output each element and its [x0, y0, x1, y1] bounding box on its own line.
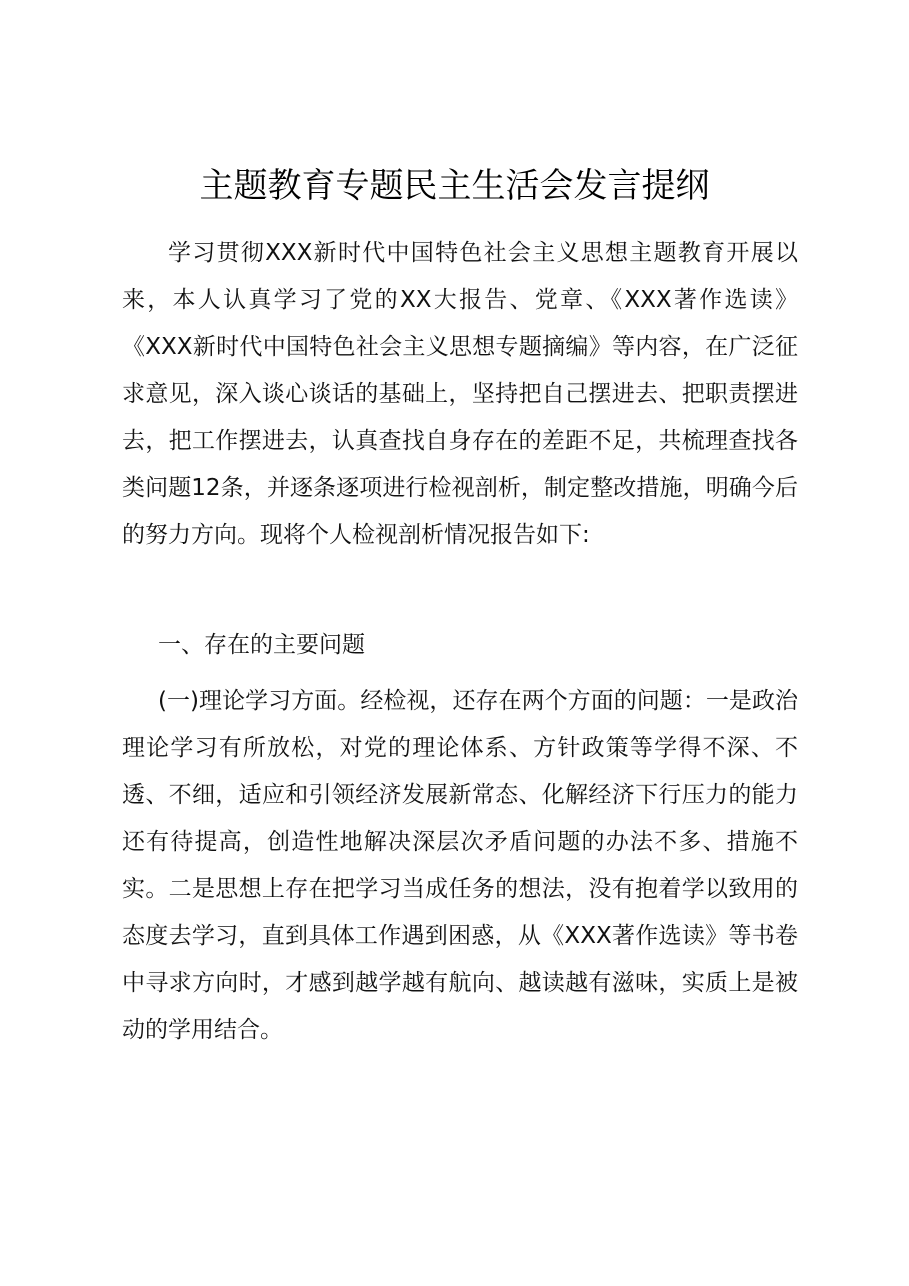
theory-study-paragraph: (一)理论学习方面。经检视，还存在两个方面的问题：一是政治理论学习有所放松，对党的理论体系、方针政策等学得不深、不透、不细，适应和引领经济发展新常态、化解经济下行压力的能力还有待提高，创造性地解决深层次矛盾问题的办法不多、措施不实。二是思想上存在把学习当成任务的想法，没有抱着学以致用的态度去学习，直到具体工作遇到困惑，从《XXX著作选读》等书卷中寻求方向时，才感到越学越有航向、越读越有滋味，实质上是被动的学用结合。 — [122, 688, 798, 1043]
intro-paragraph: 学习贯彻XXX新时代中国特色社会主义思想主题教育开展以来，本人认真学习了党的XX大报告、党章、《XXX著作选读》《XXX新时代中国特色社会主义思想专题摘编》等内容，在广泛征求意见，深入谈心谈话的基础上，坚持把自己摆进去、把职责摆进去，把工作摆进去，认真查找自身存在的差距不足，共梳理查找各类问题12条，并逐条逐项进行检视剖析，制定整改措施，明确今后的努力方向。现将个人检视剖析情况报告如下: — [122, 240, 798, 548]
document-title: 主题教育专题民主生活会发言提纲 — [199, 166, 710, 206]
section-heading: 一、存在的主要问题 — [158, 632, 365, 658]
